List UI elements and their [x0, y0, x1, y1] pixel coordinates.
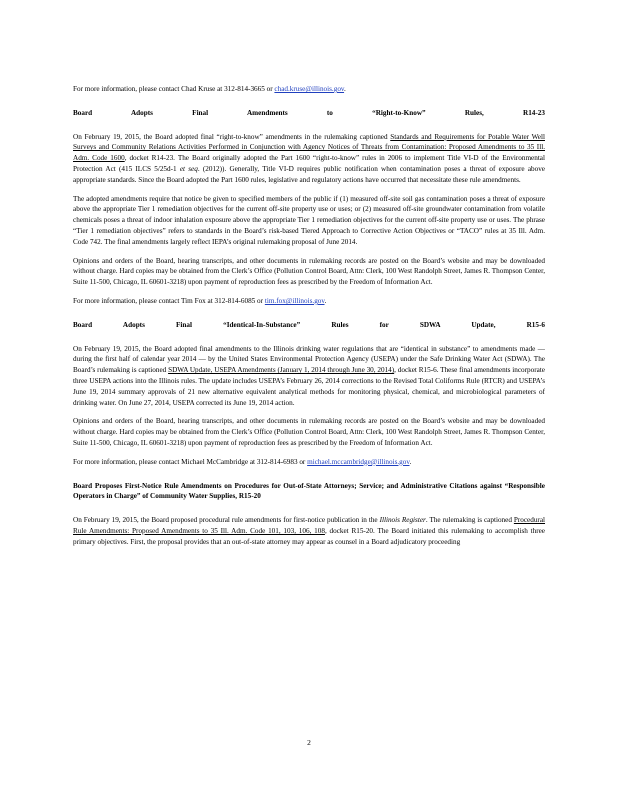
- contact-text: For more information, please contact Tim Fox at 312-814-6085 or: [73, 296, 265, 305]
- contact-paragraph-3: For more information, please contact Michael McCambridge at 312-814-6983 or michael.mccambridge@illinois.gov.: [73, 457, 412, 466]
- email-link-tim-fox[interactable]: tim.fox@illinois.gov: [264, 296, 325, 305]
- email-link-chad-kruse[interactable]: chad.kruse@illinois.gov: [274, 85, 345, 93]
- rulemaking-caption: Standards and Requirements for Potable Water Well Surveys and Community Relations Activities Performed in Conjunction with Agency Notices of Threats from Contamination: Proposed Amendments to 35 Ill. Adm. Code 1600: [73, 132, 545, 163]
- rulemaking-caption: SDWA Update, USEPA Amendments (January 1, 2014 through June 30, 2014): [168, 366, 395, 375]
- section-heading-r15-6: Board Adopts Final “Identical-In-Substance” Rules for SDWA Update, R15-6: [73, 320, 545, 329]
- rulemaking-caption: Procedural Rule Amendments: Proposed Amendments to 35 Ill. Adm. Code 101, 103, 106, 108: [73, 516, 546, 535]
- body-paragraph: On February 19, 2015, the Board adopted final amendments to the Illinois drinking water regulations that are “identical in substance” to amendments made — during the first half of calendar year 2014 — by the United States Environmental Protection Agency (USEPA) under the Safe Drinking Water Act (SDWA). The Board’s rulemaking is captioned SDWA Update, USEPA Amendments (January 1, 2014 through June 30, 2014), docket R15-6. These final amendments incorporate three USEPA actions into the Illinois rules. The update includes USEPA’s February 26, 2014 corrections to the Revised Total Coliforms Rule (RTCR) and USEPA’s June 19, 2014 summary approvals of 21 new alternative equivalent analytical methods for monitoring physical, chemical, and microbiological parameters of drinking water. On June 27, 2014, USEPA corrected its June 19, 2014 action.: [73, 344, 545, 407]
- contact-text: For more information, please contact Michael McCambridge at 312-814-6983 or: [73, 457, 308, 466]
- contact-paragraph-1: For more information, please contact Chad Kruse at 312-814-3665 or chad.kruse@illinois.gov.: [73, 85, 346, 93]
- contact-text: For more information, please contact Chad Kruse at 312-814-3665 or: [73, 85, 275, 93]
- body-paragraph: On February 19, 2015, the Board proposed procedural rule amendments for first-notice publication in the Illinois Register. The rulemaking is captioned Procedural Rule Amendments: Proposed Amendments to 35 Ill. Adm. Code 101, 103, 106, 108, docket R15-20. The Board initiated this rulemaking to accomplish three primary objectives. First, the proposal provides that an out-of-state attorney may appear as counsel in a Board adjudicatory proceeding: [73, 516, 546, 546]
- email-link-michael-mccambridge[interactable]: michael.mccambridge@illinois.gov: [307, 457, 410, 466]
- contact-paragraph-2: For more information, please contact Tim Fox at 312-814-6085 or tim.fox@illinois.gov.: [73, 296, 327, 305]
- body-paragraph: The adopted amendments require that notice be given to specified members of the public if (1) measured off-site soil gas contamination poses a threat of exposure above the appropriate Tier 1 remediation objectives for the current off-site property use or uses; or (2) measured off-site groundwater contamination from volatile chemicals poses a threat of indoor inhalation exposure above the appropriate Tier 1 remediation objectives for the current off-site property use or uses. The phrase “Tier 1 remediation objectives” refers to standards in the Board’s risk-based Tiered Approach to Corrective Action Objectives or “TACO” rules at 35 Ill. Adm. Code 742. The final amendments largely reflect IEPA’s original rulemaking proposal of June 2014.: [73, 194, 545, 246]
- page-number: 2: [307, 738, 311, 747]
- body-paragraph: Opinions and orders of the Board, hearing transcripts, and other documents in rulemaking records are posted on the Board’s website and may be downloaded without charge. Hard copies may be obtained from the Clerk’s Office (Pollution Control Board, Attn: Clerk, 100 West Randolph Street, James R. Thompson Center, Suite 11-500, Chicago, IL 60601-3218) upon payment of reproduction fees as prescribed by the Freedom of Information Act.: [73, 417, 545, 447]
- body-paragraph: On February 19, 2015, the Board adopted final “right-to-know” amendments in the rulemaking captioned Standards and Requirements for Potable Water Well Surveys and Community Relations Activities Performed in Conjunction with Agency Notices of Threats from Contamination: Proposed Amendments to 35 Ill. Adm. Code 1600, docket R14-23. The Board originally adopted the Part 1600 “right-to-know” rules in 2006 to implement Title VI-D of the Environmental Protection Act (415 ILCS 5/25d-1 et seq. (2012)). Generally, Title VI-D requires public notification when contamination poses a threat of exposure above appropriate standards. Since the Board adopted the Part 1600 rules, legislative and regulatory actions have occurred that necessitate these rule amendments.: [73, 132, 545, 184]
- page-content: [73, 84, 545, 548]
- section-heading-r15-20: Board Proposes First-Notice Rule Amendments on Procedures for Out-of-State Attorneys; Service; and Administrative Citations against “Responsible Operators in Charge” of Community Water Supplies, R15-20: [73, 481, 545, 501]
- body-paragraph: Opinions and orders of the Board, hearing transcripts, and other documents in rulemaking records are posted on the Board’s website and may be downloaded without charge. Hard copies may be obtained from the Clerk’s Office (Pollution Control Board, Attn: Clerk, 100 West Randolph Street, James R. Thompson Center, Suite 11-500, Chicago, IL 60601-3218) upon payment of reproduction fees as prescribed by the Freedom of Information Act.: [73, 256, 545, 287]
- section-heading-r14-23: Board Adopts Final Amendments to “Right-to-Know” Rules, R14-23: [73, 108, 545, 117]
